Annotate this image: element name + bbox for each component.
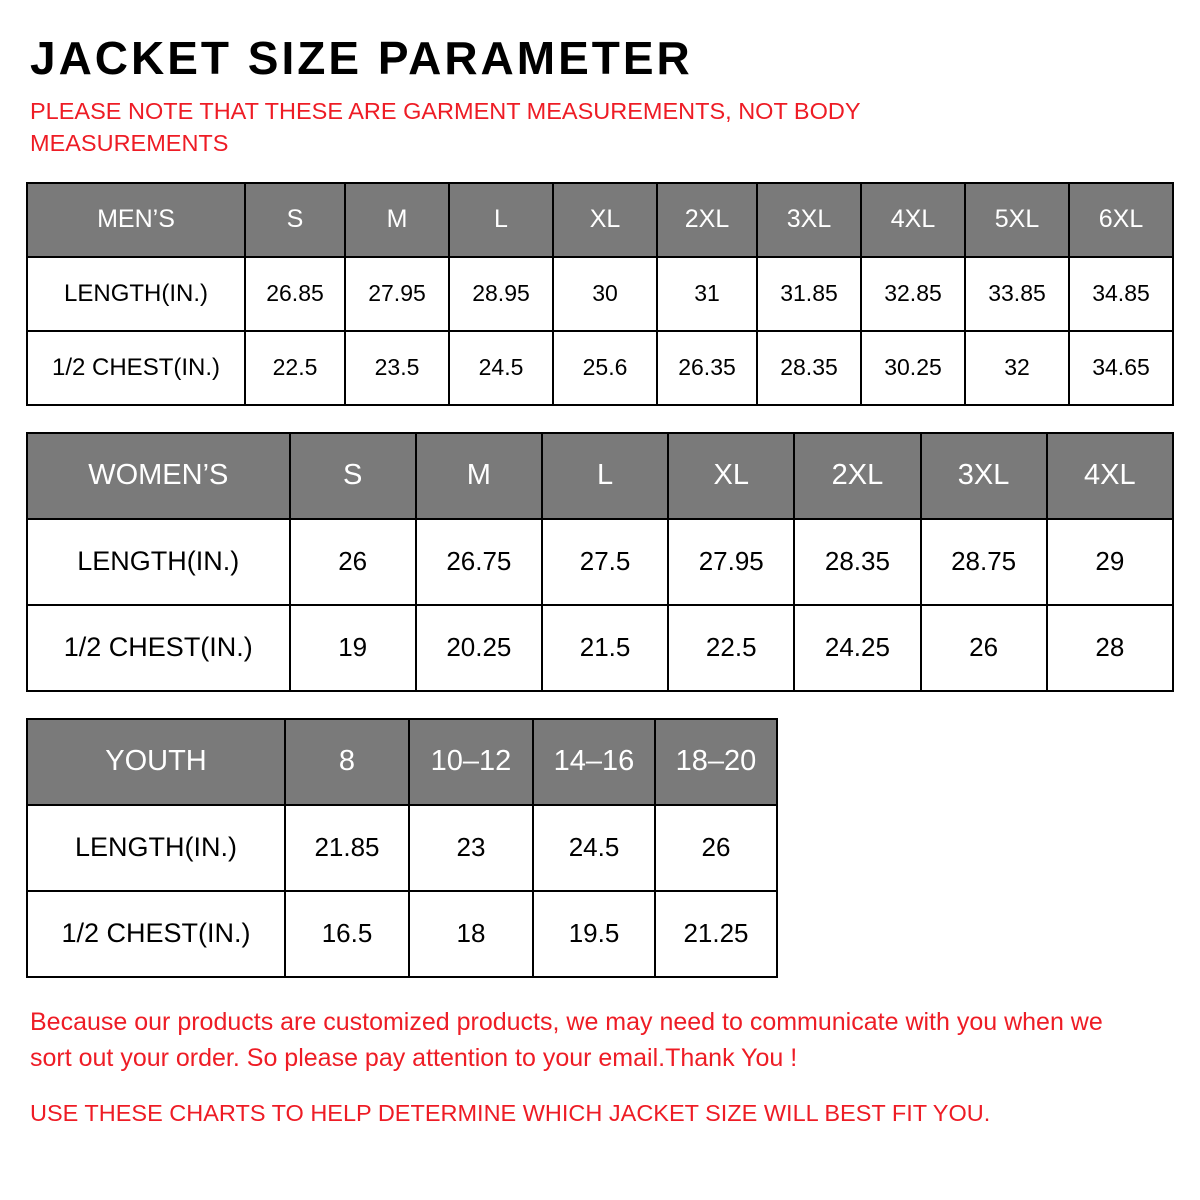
mens-size-table (26, 182, 1174, 406)
table-row (27, 257, 1173, 331)
row-label: LENGTH(IN.) (27, 257, 245, 331)
footer-notes (30, 1004, 1174, 1130)
data-cell: 23.5 (345, 331, 449, 405)
header-cell: 10–12 (409, 719, 533, 805)
data-cell: 32.85 (861, 257, 965, 331)
header-cell: 2XL (657, 183, 757, 257)
data-cell: 34.65 (1069, 331, 1173, 405)
data-cell: 19 (290, 605, 416, 691)
header-cell: 5XL (965, 183, 1069, 257)
chart-usage-note: USE THESE CHARTS TO HELP DETERMINE WHICH JACKET SIZE WILL BEST FIT YOU. (30, 1100, 991, 1127)
header-cell: 6XL (1069, 183, 1173, 257)
table-row (27, 331, 1173, 405)
data-cell: 19.5 (533, 891, 655, 977)
row-label: 1/2 CHEST(IN.) (27, 891, 285, 977)
page-title: JACKET SIZE PARAMETER (30, 32, 693, 84)
row-label: 1/2 CHEST(IN.) (27, 605, 290, 691)
data-cell: 23 (409, 805, 533, 891)
data-cell: 20.25 (416, 605, 542, 691)
row-label: LENGTH(IN.) (27, 519, 290, 605)
data-cell: 21.85 (285, 805, 409, 891)
data-cell: 24.25 (794, 605, 920, 691)
table-row (27, 891, 777, 977)
data-cell: 34.85 (1069, 257, 1173, 331)
data-cell: 26 (655, 805, 777, 891)
header-cell: M (345, 183, 449, 257)
header-cell: 2XL (794, 433, 920, 519)
womens-size-table (26, 432, 1174, 692)
header-cell: M (416, 433, 542, 519)
garment-measurement-note: PLEASE NOTE THAT THESE ARE GARMENT MEASUREMENTS, NOT BODY MEASUREMENTS (30, 98, 861, 157)
header-cell: S (245, 183, 345, 257)
header-cell: L (449, 183, 553, 257)
data-cell: 25.6 (553, 331, 657, 405)
data-cell: 18 (409, 891, 533, 977)
data-cell: 28 (1047, 605, 1173, 691)
data-cell: 28.35 (757, 331, 861, 405)
data-cell: 16.5 (285, 891, 409, 977)
data-cell: 30.25 (861, 331, 965, 405)
data-cell: 26 (290, 519, 416, 605)
row-label: 1/2 CHEST(IN.) (27, 331, 245, 405)
header-cell: YOUTH (27, 719, 285, 805)
header-cell: 8 (285, 719, 409, 805)
data-cell: 27.95 (345, 257, 449, 331)
header-cell: XL (553, 183, 657, 257)
data-cell: 22.5 (668, 605, 794, 691)
data-cell: 22.5 (245, 331, 345, 405)
table-header-row (27, 433, 1173, 519)
customization-note: Because our products are customized products, we may need to communicate with you when we sort out your order. So please pay attention to your email.Thank You ! (30, 1007, 1103, 1072)
data-cell: 26.75 (416, 519, 542, 605)
table-row (27, 605, 1173, 691)
table-row (27, 519, 1173, 605)
data-cell: 28.35 (794, 519, 920, 605)
header-cell: S (290, 433, 416, 519)
header-cell: 3XL (921, 433, 1047, 519)
data-cell: 26 (921, 605, 1047, 691)
table-header-row (27, 719, 777, 805)
table-header-row (27, 183, 1173, 257)
table-row (27, 805, 777, 891)
data-cell: 28.75 (921, 519, 1047, 605)
data-cell: 27.5 (542, 519, 668, 605)
data-cell: 28.95 (449, 257, 553, 331)
data-cell: 24.5 (449, 331, 553, 405)
data-cell: 31 (657, 257, 757, 331)
header-cell: 4XL (861, 183, 965, 257)
header-cell: 4XL (1047, 433, 1173, 519)
youth-size-table (26, 718, 778, 978)
header-cell: WOMEN’S (27, 433, 290, 519)
data-cell: 24.5 (533, 805, 655, 891)
data-cell: 32 (965, 331, 1069, 405)
header-cell: MEN’S (27, 183, 245, 257)
data-cell: 26.85 (245, 257, 345, 331)
data-cell: 33.85 (965, 257, 1069, 331)
row-label: LENGTH(IN.) (27, 805, 285, 891)
data-cell: 21.25 (655, 891, 777, 977)
data-cell: 31.85 (757, 257, 861, 331)
header-cell: XL (668, 433, 794, 519)
header-cell: L (542, 433, 668, 519)
header-cell: 18–20 (655, 719, 777, 805)
data-cell: 30 (553, 257, 657, 331)
data-cell: 21.5 (542, 605, 668, 691)
data-cell: 26.35 (657, 331, 757, 405)
data-cell: 27.95 (668, 519, 794, 605)
data-cell: 29 (1047, 519, 1173, 605)
header-cell: 14–16 (533, 719, 655, 805)
header-cell: 3XL (757, 183, 861, 257)
